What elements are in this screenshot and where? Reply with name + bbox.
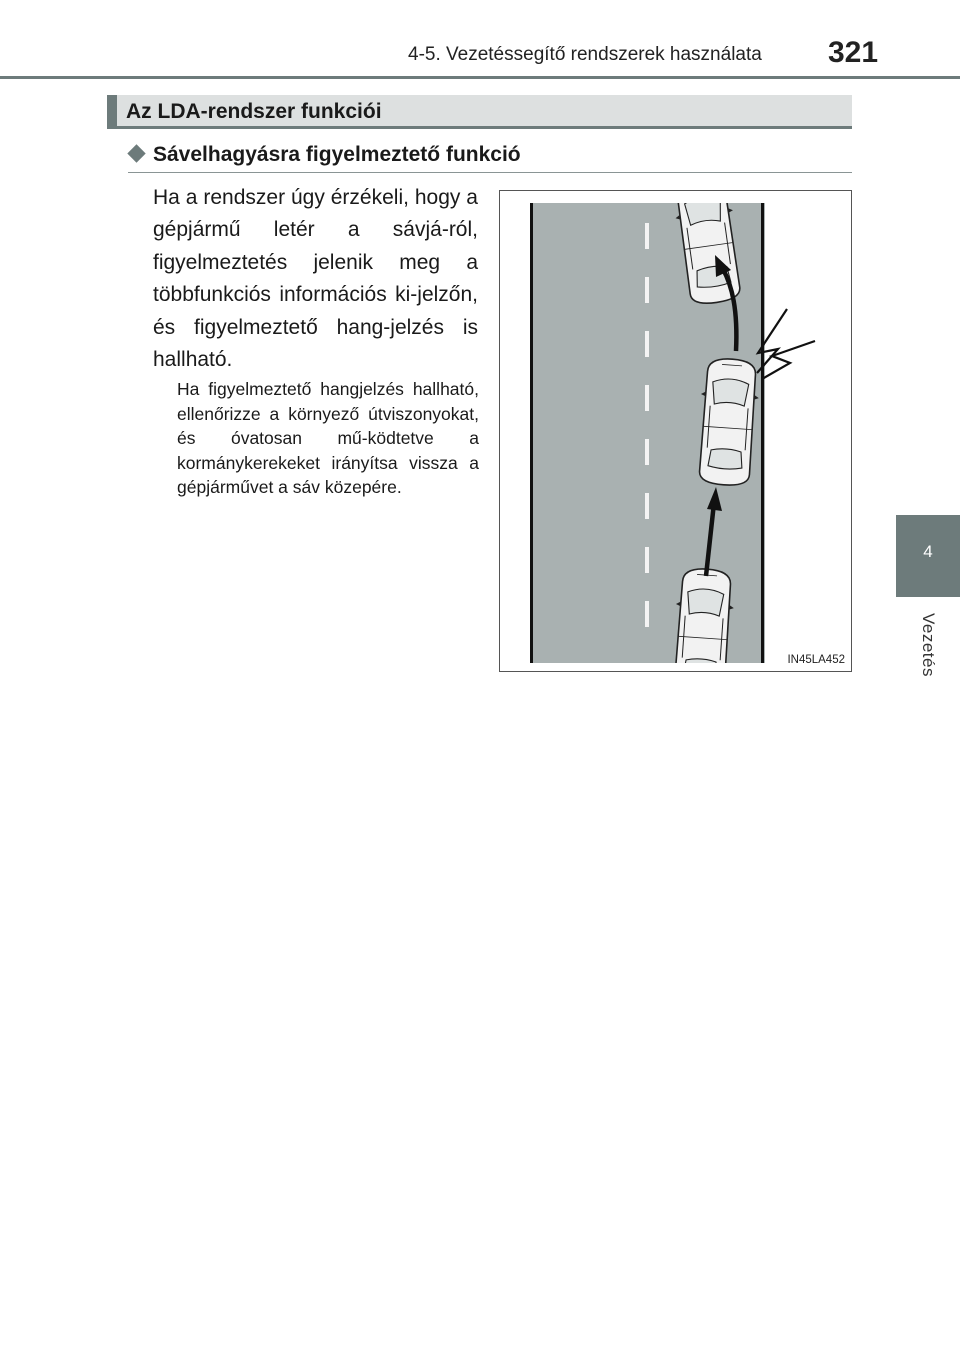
- lane-departure-drawing: [500, 191, 851, 671]
- lane-departure-illustration: [499, 190, 852, 672]
- diamond-bullet-icon: [127, 144, 145, 162]
- figure-code: IN45LA452: [787, 654, 845, 666]
- chapter-tab: [896, 515, 960, 597]
- section-heading: Az LDA-rendszer funkciói: [126, 100, 382, 123]
- subsection-heading: [128, 143, 521, 167]
- section-heading-accent: [107, 95, 117, 126]
- chapter-title: 4-5. Vezetéssegítő rendszerek használata: [408, 44, 762, 65]
- chapter-tab-label: Vezetés: [919, 613, 938, 677]
- section-heading-bar: [107, 95, 852, 129]
- chapter-tab-number: 4: [923, 542, 933, 561]
- subsection-heading-text: Sávelhagyásra figyelmeztető funkció: [153, 143, 521, 166]
- page-number: 321: [828, 36, 879, 69]
- subsection-divider: [128, 172, 852, 173]
- header-divider: [0, 76, 960, 79]
- note-paragraph: Ha figyelmeztető hangjelzés hallható, ellenőrizze a környező útviszonyokat, és óvatosan mű-ködtetve a kormánykerekeket irányítsa vissza a gépjárművet a sáv közepére.: [177, 379, 479, 497]
- main-paragraph: Ha a rendszer úgy érzékeli, hogy a gépjármű letér a sávjá-ról, figyelmeztetés jelenik meg a többfunkciós információs ki-jelzőn, és figyelmeztető hang-jelzés is hallható.: [153, 186, 478, 372]
